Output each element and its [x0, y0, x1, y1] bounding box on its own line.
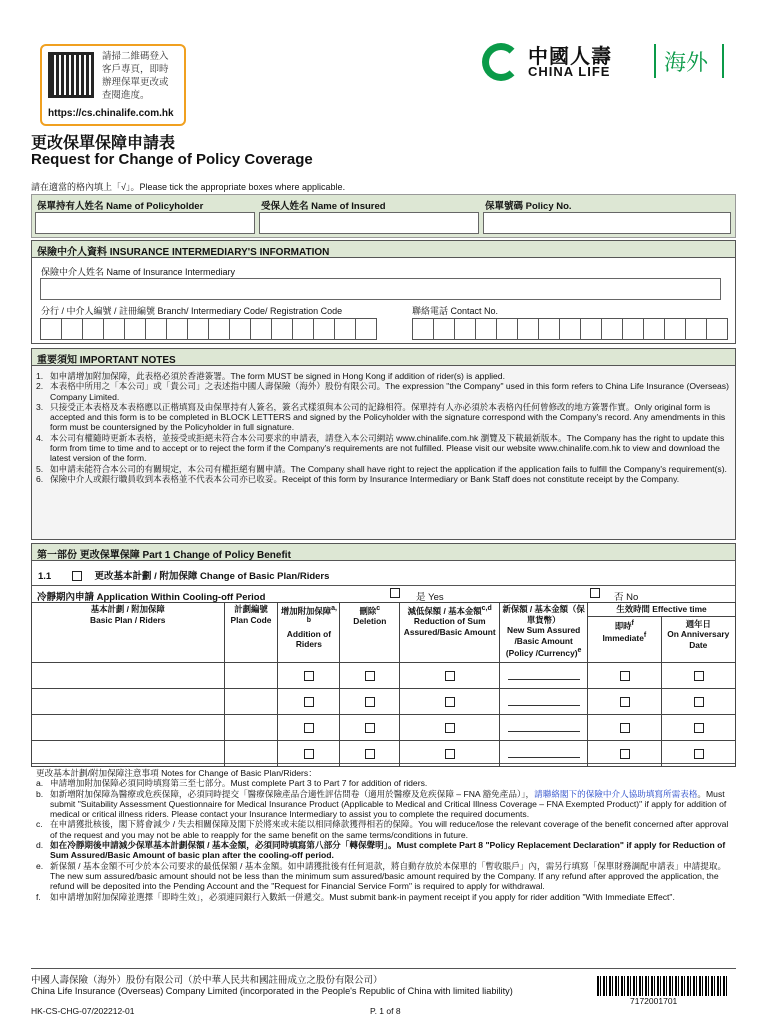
new-sum-input[interactable]	[508, 722, 580, 732]
intermediary-panel	[31, 258, 736, 344]
footer-company-en: China Life Insurance (Overseas) Company Limited (incorporated in the People's Republic of China with limited liability)	[31, 986, 513, 996]
contact-no-cells[interactable]	[412, 318, 727, 340]
anniversary-checkbox[interactable]	[694, 671, 704, 681]
plan-cell[interactable]	[32, 663, 225, 689]
cooling-off-row	[31, 585, 736, 602]
cooling-no-label: 否 No	[614, 592, 639, 603]
new-sum-input[interactable]	[508, 696, 580, 706]
table-row	[32, 715, 736, 741]
note-item: 1. 如申請增加附加保障，此表格必須於香港簽署。The form MUST be signed in Hong Kong if addition of rider(s) is applied.	[36, 371, 505, 381]
new-sum-input[interactable]	[508, 670, 580, 680]
footer-company-cn: 中國人壽保險（海外）股份有限公司（於中華人民共和國註冊成立之股份有限公司）	[31, 975, 383, 986]
logo-overseas: 海外	[664, 51, 709, 76]
plan-cell[interactable]	[32, 689, 225, 715]
change-plan-checkbox[interactable]	[72, 571, 82, 581]
cooling-off-label: 冷靜期內申請 Application Within Cooling-off Period	[37, 592, 266, 603]
sub-section-label: 更改基本計劃 / 附加保障 Change of Basic Plan/Riders	[94, 571, 330, 582]
insured-label: 受保人姓名 Name of Insured	[261, 201, 386, 212]
anniversary-checkbox[interactable]	[694, 723, 704, 733]
important-notes-header: 重要須知 IMPORTANT NOTES	[31, 348, 736, 366]
qr-line: 請掃二維碼登入	[102, 51, 169, 62]
deletion-checkbox[interactable]	[365, 749, 375, 759]
policy-no-label: 保單號碼 Policy No.	[485, 201, 572, 212]
change-note-item: d. 如在冷靜期後申請減少保單基本計劃保額 / 基本金額，必須同時填寫第八部分「轉保聲明」。Must complete Part 8 "Policy Replacement Declaration" if apply for Reduction of Sum Assured/Basic Amount of basic plan after the cooling-off period.	[36, 840, 726, 861]
reduction-checkbox[interactable]	[445, 749, 455, 759]
cooling-no-checkbox[interactable]	[590, 588, 600, 598]
anniversary-checkbox[interactable]	[694, 697, 704, 707]
col-header-addition: 增加附加保障$^{a, b}$ Addition of Riders	[278, 603, 340, 663]
part1-header: 第一部份 更改保單保障 Part 1 Change of Policy Benefit	[31, 543, 736, 561]
qr-line: 辦理保單更改或	[102, 77, 169, 88]
deletion-checkbox[interactable]	[365, 671, 375, 681]
plan-code-cell[interactable]	[224, 689, 278, 715]
immediate-checkbox[interactable]	[620, 723, 630, 733]
title-cn: 更改保單保障申請表	[31, 133, 176, 152]
insured-field[interactable]	[259, 212, 479, 234]
note-item: 2. 本表格中所用之「本公司」或「貴公司」之表述指中國人壽保險（海外）股份有限公司。The expression "the Company" used in this form refers to China Life Insurance (Overseas) Company Limited.	[36, 381, 729, 402]
plan-cell[interactable]	[32, 715, 225, 741]
contact-no-label: 聯絡電話 Contact No.	[412, 306, 499, 316]
immediate-checkbox[interactable]	[620, 749, 630, 759]
sub-section-1-1	[38, 568, 329, 582]
intermediary-name-field[interactable]	[40, 278, 721, 300]
change-notes	[36, 768, 730, 902]
qr-line: 客戶專頁，即時	[102, 64, 169, 75]
new-sum-input[interactable]	[508, 748, 580, 758]
note-item: 4. 本公司有權隨時更新本表格，並接受或拒絕未符合本公司要求的申請表，請登入本公司網站 www.chinalife.com.hk 瀏覽及下載最新版本。The Company has the right to update this form from time to time and to accept or to reject the form if the Company's requirements are not fulfilled. Please visit our website www.chinalife.com.hk to view and download the latest version of the form.	[36, 432, 725, 464]
change-note-item: a. 申請增加附加保障必須同時填寫第三至七部分。Must complete Part 3 to Part 7 for addition of riders.	[36, 778, 428, 789]
col-header-effective: 生效時間 Effective time 即時$^f$ Immediate$^f$ 週年日 On Anniversary Date	[588, 603, 736, 663]
intermediary-header: 保險中介人資料 INSURANCE INTERMEDIARY'S INFORMATION	[31, 240, 736, 258]
immediate-checkbox[interactable]	[620, 671, 630, 681]
qr-line: 查閱進度。	[102, 90, 150, 101]
contact-intermediary-link[interactable]: 請聯絡閣下的保險中介人協助填寫所需表格	[534, 788, 698, 799]
qr-panel	[40, 44, 186, 126]
deletion-checkbox[interactable]	[365, 723, 375, 733]
logo-mark-icon	[482, 43, 520, 81]
logo-cn: 中國人壽	[528, 44, 612, 68]
footer-rule	[31, 968, 736, 969]
plan-code-cell[interactable]	[224, 663, 278, 689]
addition-checkbox[interactable]	[304, 697, 314, 707]
addition-checkbox[interactable]	[304, 749, 314, 759]
logo-en: CHINA LIFE	[528, 64, 611, 79]
note-item: 3. 只接受正本表格及本表格應以正楷填寫及由保單持有人簽名，簽名式樣須與本公司的記錄相符。保單持有人亦必須於本表格內任何曾修改的地方簽署作實。Only original form is accepted and this form is to be completed in BLOCK LETTERS and signed by the Policyholder with the signature correspond with the Company's record. Any amendments in this form must be countersigned by the Policyholder in full signature.	[36, 401, 726, 433]
deletion-checkbox[interactable]	[365, 697, 375, 707]
col-header-new-sum: 新保額 / 基本金額（保單貨幣） New Sum Assured /Basic Amount (Policy /Currency)$^e$	[500, 603, 588, 663]
instruction-text: 請在適當的格內填上「√」。Please tick the appropriate boxes where applicable.	[31, 182, 346, 192]
qr-instruction	[102, 50, 184, 102]
note-item: 5. 如申請未能符合本公司的有關規定，本公司有權拒絕有關申請。The Company shall have right to reject the application if the application fails to fulfill the Company's requirement(s).	[36, 463, 727, 474]
intermediary-code-cells[interactable]	[40, 318, 376, 340]
china-life-logo	[482, 40, 732, 84]
barcode-number: 7172001701	[630, 996, 678, 1006]
qr-url[interactable]: https://cs.chinalife.com.hk	[48, 108, 174, 119]
change-note-item: e. 新保額 / 基本金額不可少於本公司要求的最低保額 / 基本金額。如申請獲批後有任何退款，將自動存放於本保單的「暫收賬戶」內，需另行填寫「保單財務調配申請表」申請提取。The new sum assured/basic amount should not be less than the minimum sum assured/basic amount required by the Company. If any refund after approved the application, the refund will be deposited into the Pending Account and the "Request for Financial Service Form" is required to apply for withdrawal.	[36, 860, 727, 892]
immediate-checkbox[interactable]	[620, 697, 630, 707]
change-note-item: f. 如申請增加附加保障並選擇「即時生效」，必須連同銀行入數紙一併遞交。Must submit bank-in payment receipt if you apply for rider addition "With Immediate Effect".	[36, 891, 675, 902]
policyholder-label: 保單持有人姓名 Name of Policyholder	[37, 201, 204, 212]
note-item: 6. 保險中介人或銀行職員收到本表格並不代表本公司亦已收妥。Receipt of this form by Insurance Intermediary or Bank Staff does not constitute receipt by the Company.	[36, 473, 680, 484]
reduction-checkbox[interactable]	[445, 697, 455, 707]
table-header-row	[32, 603, 736, 663]
intermediary-code-label: 分行 / 中介人編號 / 註冊編號 Branch/ Intermediary Code/ Registration Code	[41, 306, 343, 316]
cooling-yes-label: 是 Yes	[416, 592, 444, 603]
col-header-deletion: 刪除$^c$ Deletion	[340, 603, 400, 663]
col-header-plan: 基本計劃 / 附加保障 Basic Plan / Riders	[32, 603, 225, 663]
table-row	[32, 663, 736, 689]
cooling-yes-checkbox[interactable]	[390, 588, 400, 598]
col-header-anniversary: 週年日 On Anniversary Date	[667, 618, 730, 650]
sub-section-number: 1.1	[38, 571, 52, 582]
policy-no-field[interactable]	[483, 212, 731, 234]
change-notes-title: 更改基本計劃/附加保障注意事項 Notes for Change of Basic Plan/Riders：	[36, 768, 317, 778]
plan-code-cell[interactable]	[224, 715, 278, 741]
qr-code-icon[interactable]	[48, 52, 94, 98]
plan-cell[interactable]	[32, 741, 225, 767]
footer-form-code: HK-CS-CHG-07/202212-01	[31, 1006, 135, 1016]
reduction-checkbox[interactable]	[445, 723, 455, 733]
reduction-checkbox[interactable]	[445, 671, 455, 681]
intermediary-name-label: 保險中介人姓名 Name of Insurance Intermediary	[41, 267, 236, 277]
col-header-plan-code: 計劃編號 Plan Code	[224, 603, 278, 663]
table-row	[32, 689, 736, 715]
col-header-reduction: 減低保額 / 基本金額$^{c,d}$ Reduction of Sum Assured/Basic Amount	[400, 603, 500, 663]
plan-code-cell[interactable]	[224, 741, 278, 767]
barcode-icon	[597, 976, 727, 996]
benefit-change-table	[31, 602, 736, 767]
top-fields-panel	[31, 194, 736, 238]
important-notes-list	[36, 371, 730, 484]
addition-checkbox[interactable]	[304, 723, 314, 733]
footer-page: P. 1 of 8	[370, 1006, 401, 1016]
anniversary-checkbox[interactable]	[694, 749, 704, 759]
logo-divider	[654, 44, 656, 78]
logo-divider-right	[722, 44, 724, 78]
table-row	[32, 741, 736, 767]
addition-checkbox[interactable]	[304, 671, 314, 681]
change-note-item: c. 在申請獲批核後，閣下將會減少 / 失去相關保障及閣下於將來或未能以相同條款獲得相若的保障。You will reduce/lose the relevant coverage of the benefit concerned after approval of the request and you may not be able to reapply for the same benefit on the same terms/conditions in future.	[36, 819, 729, 840]
change-note-item: b. 如新增附加保障為醫療或危疾保障，必須同時提交「醫療保險產品合適性評估問卷（適用於醫療及危疾保障 – FNA 豁免產品）」，請聯絡閣下的保險中介人協助填寫所需表格。Must submit "Suitability Assessment Questionnaire for Medical Insurance Product (Applicable to Medical and Critical Illness Coverage – FNA Exempted Product)" if apply for addition of medical or critical illness riders. Please contact your Insurance Intermediary to assist you to complete the required documents.	[36, 788, 727, 820]
title-en: Request for Change of Policy Coverage	[31, 151, 313, 168]
policyholder-field[interactable]	[35, 212, 255, 234]
col-header-immediate: 即時$^f$ Immediate$^f$	[588, 617, 661, 662]
